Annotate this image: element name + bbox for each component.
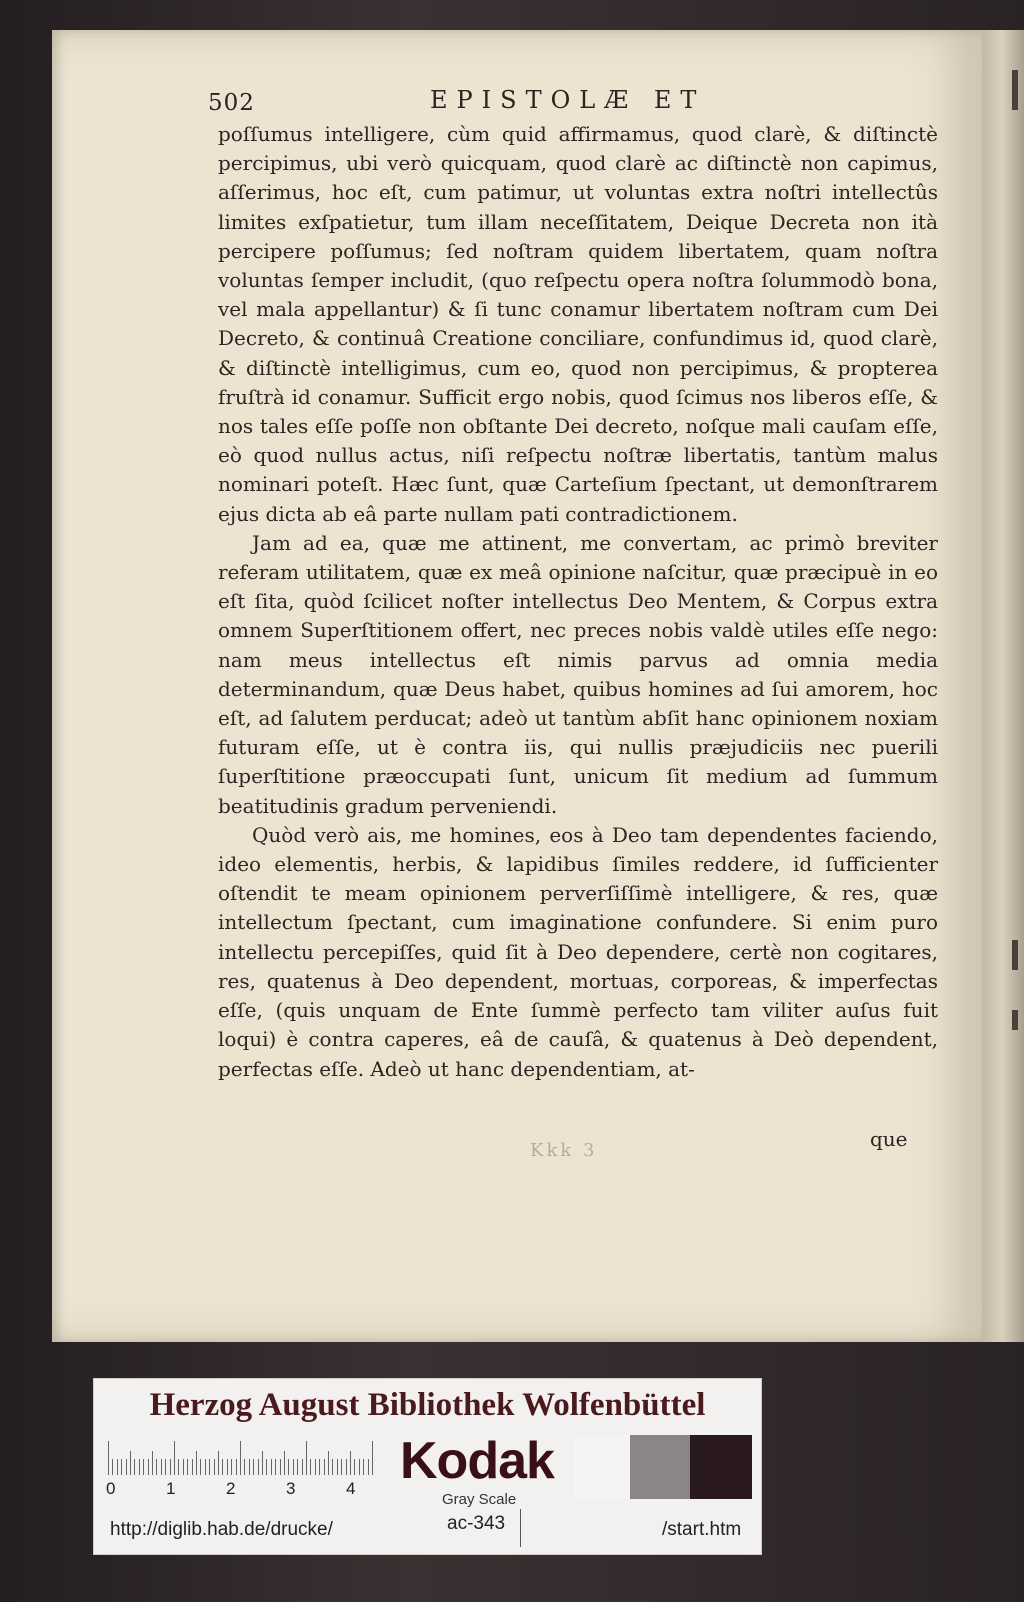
ruler-tick xyxy=(302,1459,303,1475)
page-edge-mark xyxy=(1012,940,1018,970)
ruler-tick xyxy=(200,1459,201,1475)
ruler-tick xyxy=(117,1459,118,1475)
ruler-tick xyxy=(121,1459,122,1475)
ruler-tick xyxy=(134,1459,135,1475)
ruler-tick xyxy=(112,1459,113,1475)
ruler-tick xyxy=(165,1459,166,1475)
ruler-tick xyxy=(306,1441,307,1475)
ruler-tick xyxy=(192,1459,193,1475)
ruler-tick xyxy=(236,1459,237,1475)
paragraph: Quòd verò ais, me homines, eos à Deo tam dependentes faciendo, ideo elementis, herbis, & lapidibus ſimiles reddere, id ſufficienter oſtendit te meam opinionem perverſiſſimè intelligere, & res, quæ intellectum ſpectant, cum imaginatione confundere. Si enim puro intellectu percepiſſes, quid ſit à Deo dependere, certè non cogitares, res, quatenus à Deo dependent, mortuas, corporeas, & imperfectas eſſe, (quis unquam de Ente ſummè perfecto tam viliter auſus fuit loqui) è contra caperes, eâ de cauſâ, & quatenus à Deò dependent, perfectas eſſe. Adeò ut hanc dependentiam, at- xyxy=(218,822,938,1081)
ruler-tick xyxy=(170,1459,171,1475)
url-left: http://diglib.hab.de/drucke/ xyxy=(110,1519,333,1540)
ruler-tick xyxy=(161,1459,162,1475)
ruler-tick xyxy=(156,1459,157,1475)
ruler-tick xyxy=(266,1459,267,1475)
ruler-label: 3 xyxy=(286,1479,296,1498)
library-name: Herzog August Bibliothek Wolfenbüttel xyxy=(149,1387,706,1423)
gray-swatch-mid xyxy=(630,1435,690,1499)
ruler-tick xyxy=(108,1441,109,1475)
ruler-label: 0 xyxy=(106,1479,116,1498)
ruler-tick xyxy=(297,1459,298,1475)
ruler-tick xyxy=(231,1459,232,1475)
ruler-tick xyxy=(372,1441,373,1475)
ruler-tick xyxy=(280,1459,281,1475)
ruler-tick xyxy=(227,1459,228,1475)
ruler-tick xyxy=(288,1459,289,1475)
page-header xyxy=(208,86,948,122)
ruler-tick xyxy=(143,1459,144,1475)
ruler-label: 2 xyxy=(226,1479,236,1498)
ruler-tick xyxy=(130,1451,131,1475)
ruler-tick xyxy=(196,1451,197,1475)
ruler-tick xyxy=(218,1451,219,1475)
ruler-tick xyxy=(178,1459,179,1475)
ruler-tick xyxy=(293,1459,294,1475)
ruler-tick xyxy=(354,1459,355,1475)
body-text xyxy=(218,120,938,1084)
catchword: que xyxy=(870,1127,908,1151)
ruler-tick xyxy=(152,1451,153,1475)
ruler-tick xyxy=(139,1459,140,1475)
page-edge-mark xyxy=(1012,70,1018,110)
ruler-tick xyxy=(328,1451,329,1475)
url-right: /start.htm xyxy=(662,1519,742,1540)
ruler-tick xyxy=(187,1459,188,1475)
ruler-tick xyxy=(258,1459,259,1475)
kodak-logo: Kodak xyxy=(400,1432,554,1490)
call-number: ac-343 xyxy=(447,1513,506,1534)
ruler-tick xyxy=(310,1459,311,1475)
ruler-tick xyxy=(244,1459,245,1475)
ruler-tick xyxy=(222,1459,223,1475)
ruler-tick xyxy=(350,1451,351,1475)
ruler-tick xyxy=(315,1459,316,1475)
paragraph: Jam ad ea, quæ me attinent, me convertam, ac primò breviter referam utilitatem, quæ ex meâ opinione naſcitur, quæ præcipuè in eo eſt ſita, quòd ſcilicet noſter intellectus Deo Mentem, & Corpus extra omnem Superſtitionem offert, nec preces nobis valdè utiles eſſe nego: nam meus intellectus eſt nimis parvus ad omnia media determinandum, quæ Deus habet, quibus homines ad ſui amorem, hoc eſt, ad ſalutem perducat; adeò ut tantùm abſit hanc opinionem noxiam futuram eſſe, ut è contra iis, qui nullis præjudiciis nec puerili ſuperſtitione præoccupati ſunt, unicum ſit medium ad ſummum beatitudinis gradum perveniendi. xyxy=(218,530,938,818)
ruler-tick xyxy=(262,1451,263,1475)
ruler-tick xyxy=(284,1451,285,1475)
ruler xyxy=(108,1441,374,1475)
color-target-card xyxy=(93,1378,762,1555)
ruler-tick xyxy=(319,1459,320,1475)
divider xyxy=(520,1509,521,1547)
ruler-tick xyxy=(363,1459,364,1475)
ruler-tick xyxy=(148,1459,149,1475)
paragraph: poſſumus intelligere, cùm quid affirmamus, quod clarè, & diſtinctè percipimus, ubi verò quicquam, quod clarè ac diſtinctè non capimus, aſſerimus, hoc eſt, cum patimur, ut voluntas extra noſtri intellectûs limites exſpatietur, tum illam neceſſitatem, Deique Decreta non ità percipere poſſumus; ſed noſtram quidem libertatem, quam noſtra voluntas ſemper includit, (quo reſpectu opera noſtra ſolummodò bona, vel mala appellantur) & ſi tunc conamur libertatem noſtram cum Dei Decreto, & continuâ Creatione conciliare, confundimus id, quod clarè, & diſtinctè intelligimus, cum eo, quod non percipimus, & propterea fruſtrà id conamur. Sufficit ergo nobis, quod ſcimus nos liberos eſſe, & nos tales eſſe poſſe non obſtante Dei decreto, noſque mali cauſam eſſe, eò quod nullus actus, niſi reſpectu noſtræ libertatis, tantùm malus nominari poteſt. Hæc ſunt, quæ Carteſium ſpectant, ut demonſtrarem ejus dicta ab eâ parte nullam pati contradictionem. xyxy=(218,122,938,526)
page-number: 502 xyxy=(208,90,255,116)
ruler-tick xyxy=(271,1459,272,1475)
signature-mark: Kkk 3 xyxy=(530,1140,598,1161)
ruler-label: 1 xyxy=(166,1479,176,1498)
ruler-tick xyxy=(205,1459,206,1475)
ruler-tick xyxy=(337,1459,338,1475)
ruler-tick xyxy=(253,1459,254,1475)
running-head: EPISTOLÆ ET xyxy=(430,86,706,114)
page-edge-mark xyxy=(1012,1010,1018,1030)
ruler-tick xyxy=(249,1459,250,1475)
ruler-tick xyxy=(183,1459,184,1475)
ruler-tick xyxy=(209,1459,210,1475)
ruler-tick xyxy=(332,1459,333,1475)
ruler-tick xyxy=(126,1459,127,1475)
gray-swatch-light xyxy=(574,1435,630,1499)
ruler-tick xyxy=(359,1459,360,1475)
ruler-tick xyxy=(240,1441,241,1475)
ruler-tick xyxy=(275,1459,276,1475)
ruler-tick xyxy=(324,1459,325,1475)
ruler-tick xyxy=(214,1459,215,1475)
gray-scale-label: Gray Scale xyxy=(442,1491,517,1508)
ruler-tick xyxy=(341,1459,342,1475)
ruler-tick xyxy=(368,1459,369,1475)
ruler-tick xyxy=(174,1441,175,1475)
gray-swatch-dark xyxy=(690,1435,752,1499)
ruler-tick xyxy=(346,1459,347,1475)
next-page-edge xyxy=(980,30,1024,1342)
ruler-label: 4 xyxy=(346,1479,356,1498)
